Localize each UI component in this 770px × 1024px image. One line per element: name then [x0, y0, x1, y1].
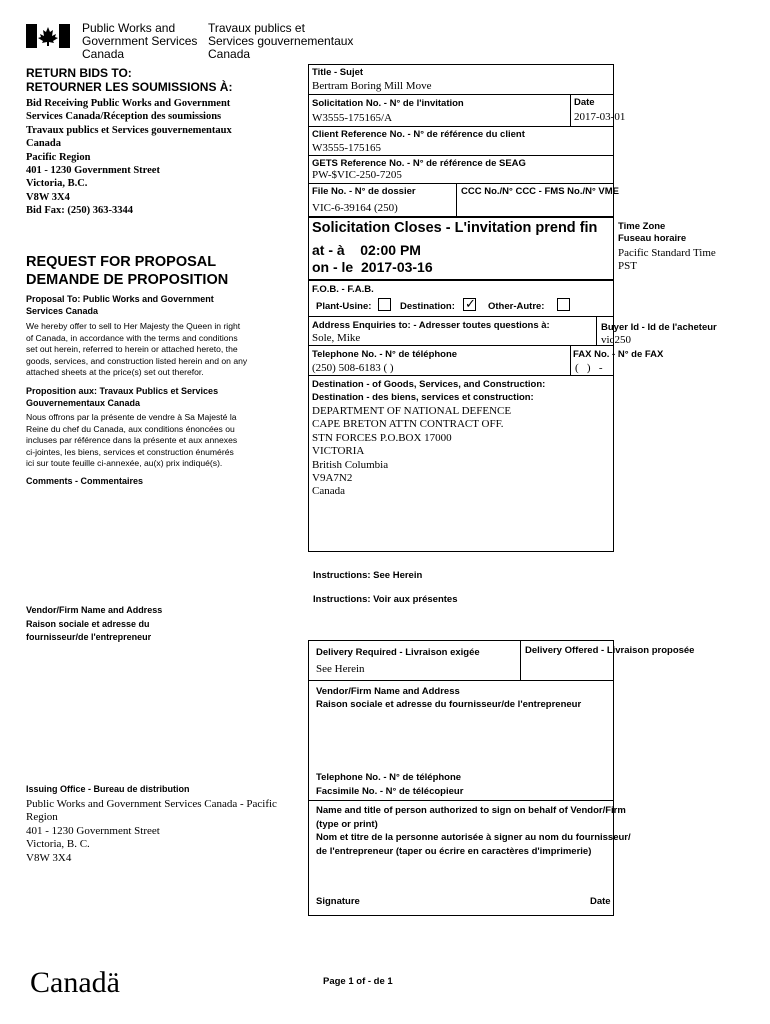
destination-checkbox[interactable] [463, 298, 476, 311]
gets-value: PW-$VIC-250-7205 [312, 169, 402, 181]
fob-label: F.O.B. - F.A.B. [312, 284, 374, 295]
instructions-en: Instructions: See Herein [313, 570, 423, 581]
telephone-value: (250) 508-6183 ( ) [312, 362, 394, 374]
rfp-title: REQUEST FOR PROPOSAL DEMANDE DE PROPOSITION [26, 254, 229, 288]
closing-date: on - le 2017-03-16 [312, 259, 433, 275]
return-bids-address: Bid Receiving Public Works and Government Services Canada/Réception des soumissions Travaux publics et Services gouvernementaux Canada Pacific Region 401 - 1230 Government Street Victoria, B.C. V8W 3X4 Bid Fax: (250) 363-3344 [26, 98, 232, 217]
vendor-firm-label: Vendor/Firm Name and Address Raison sociale et adresse du fournisseur/de l'entrepreneur [316, 686, 582, 710]
delivery-required-value: See Herein [316, 663, 365, 675]
proposition-label: Proposition aux: Travaux Publics et Services Gouvernementaux Canada [26, 386, 219, 408]
fax-label: FAX No. - N° de FAX [573, 349, 664, 360]
ccc-label: CCC No./N° CCC - FMS No./N° VME [461, 186, 620, 197]
vendor-telephone-label: Telephone No. - N° de téléphone [316, 772, 462, 783]
issuing-office-address: Public Works and Government Services Canada - Pacific Region 401 - 1230 Government Street Victoria, B. C. V8W 3X4 [26, 798, 277, 864]
proposal-to-text: We hereby offer to sell to Her Majesty the Queen in right of Canada, in accordance with the terms and conditions set out herein, referred to herein or attached hereto, the goods, services, and construction listed herein and on any attached sheets at the price(s) set out therefor. [26, 321, 248, 378]
authorized-person-label: Name and title of person authorized to sign on behalf of Vendor/Firm (type or print) Nom et titre de la personne autorisée à signer au nom du fournisseur/ de l'entrepreneur (taper ou écrire en caractères d'imprimerie) [316, 805, 631, 857]
closing-time: at - à 02:00 PM [312, 242, 421, 258]
solicitation-label: Solicitation No. - N° de l'invitation [312, 98, 464, 109]
gets-label: GETS Reference No. - N° de référence de SEAG [312, 158, 526, 169]
address-enquiries-value: Sole, Mike [312, 332, 361, 344]
time-zone-value: Pacific Standard Time PST [618, 247, 716, 272]
issuing-office-label: Issuing Office - Bureau de distribution [26, 784, 190, 794]
canada-flag-icon [26, 24, 70, 48]
signature-label: Signature [316, 896, 360, 907]
department-name-fr: Travaux publics et Services gouvernementaux Canada [208, 21, 354, 61]
canada-wordmark: Canadä [30, 966, 120, 999]
plant-checkbox[interactable] [378, 298, 391, 311]
buyer-id-value: vic250 [601, 334, 631, 346]
telephone-label: Telephone No. - N° de téléphone [312, 349, 458, 360]
title-label: Title - Sujet [312, 67, 364, 78]
vendor-fax-label: Facsimile No. - N° de télécopieur [316, 786, 464, 797]
date-label: Date [574, 97, 595, 108]
proposition-text: Nous offrons par la présente de vendre à Sa Majesté la Reine du chef du Canada, aux conditions énoncées ou incluses par référence dans la présente et aux annexes ci-jointes, les biens, services et construction énumérés ici sur toute feuille ci-annexée, au(x) prix indiqué(s). [26, 412, 238, 469]
file-no-label: File No. - N° de dossier [312, 186, 416, 197]
address-enquiries-label: Address Enquiries to: - Adresser toutes questions à: [312, 320, 550, 331]
department-name-en: Public Works and Government Services Canada [82, 21, 198, 61]
plant-label: Plant-Usine: [316, 301, 372, 312]
signature-date-label: Date [590, 896, 611, 907]
return-bids-title: RETURN BIDS TO: RETOURNER LES SOUMISSIONS À: [26, 66, 233, 94]
fax-value: ( ) - [575, 362, 603, 374]
comments-label: Comments - Commentaires [26, 476, 144, 486]
delivery-offered-label: Delivery Offered - Livraison proposée [525, 645, 695, 656]
solicitation-value: W3555-175165/A [312, 112, 393, 124]
solicitation-closes-title: Solicitation Closes - L'invitation prend fin [312, 220, 598, 236]
time-zone-label: Time Zone Fuseau horaire [618, 221, 687, 244]
destination-goods-label: Destination - of Goods, Services, and Construction: Destination - des biens, services et construction: [312, 379, 546, 403]
vendor-firm-label-left: Vendor/Firm Name and Address Raison sociale et adresse du fournisseur/de l'entrepreneur [26, 605, 163, 642]
date-value: 2017-03-01 [574, 111, 626, 123]
instructions-fr: Instructions: Voir aux présentes [313, 594, 458, 605]
destination-goods-address: DEPARTMENT OF NATIONAL DEFENCE CAPE BRETON ATTN CONTRACT OFF. STN FORCES P.O.BOX 17000 VICTORIA British Columbia V9A7N2 Canada [312, 405, 512, 498]
delivery-required-label: Delivery Required - Livraison exigée [316, 647, 480, 658]
other-label: Other-Autre: [488, 301, 545, 312]
government-flag-logo [26, 24, 70, 48]
client-ref-label: Client Reference No. - N° de référence du client [312, 129, 525, 140]
file-no-value: VIC-6-39164 (250) [312, 202, 398, 214]
other-checkbox[interactable] [557, 298, 570, 311]
title-value: Bertram Boring Mill Move [312, 80, 432, 92]
checkmark-icon: ✓ [465, 296, 476, 311]
buyer-id-label: Buyer Id - Id de l'acheteur [601, 322, 717, 333]
client-ref-value: W3555-175165 [312, 142, 382, 154]
page-number: Page 1 of - de 1 [323, 976, 393, 987]
destination-label: Destination: [400, 301, 455, 312]
proposal-to-label: Proposal To: Public Works and Government Services Canada [26, 294, 214, 316]
